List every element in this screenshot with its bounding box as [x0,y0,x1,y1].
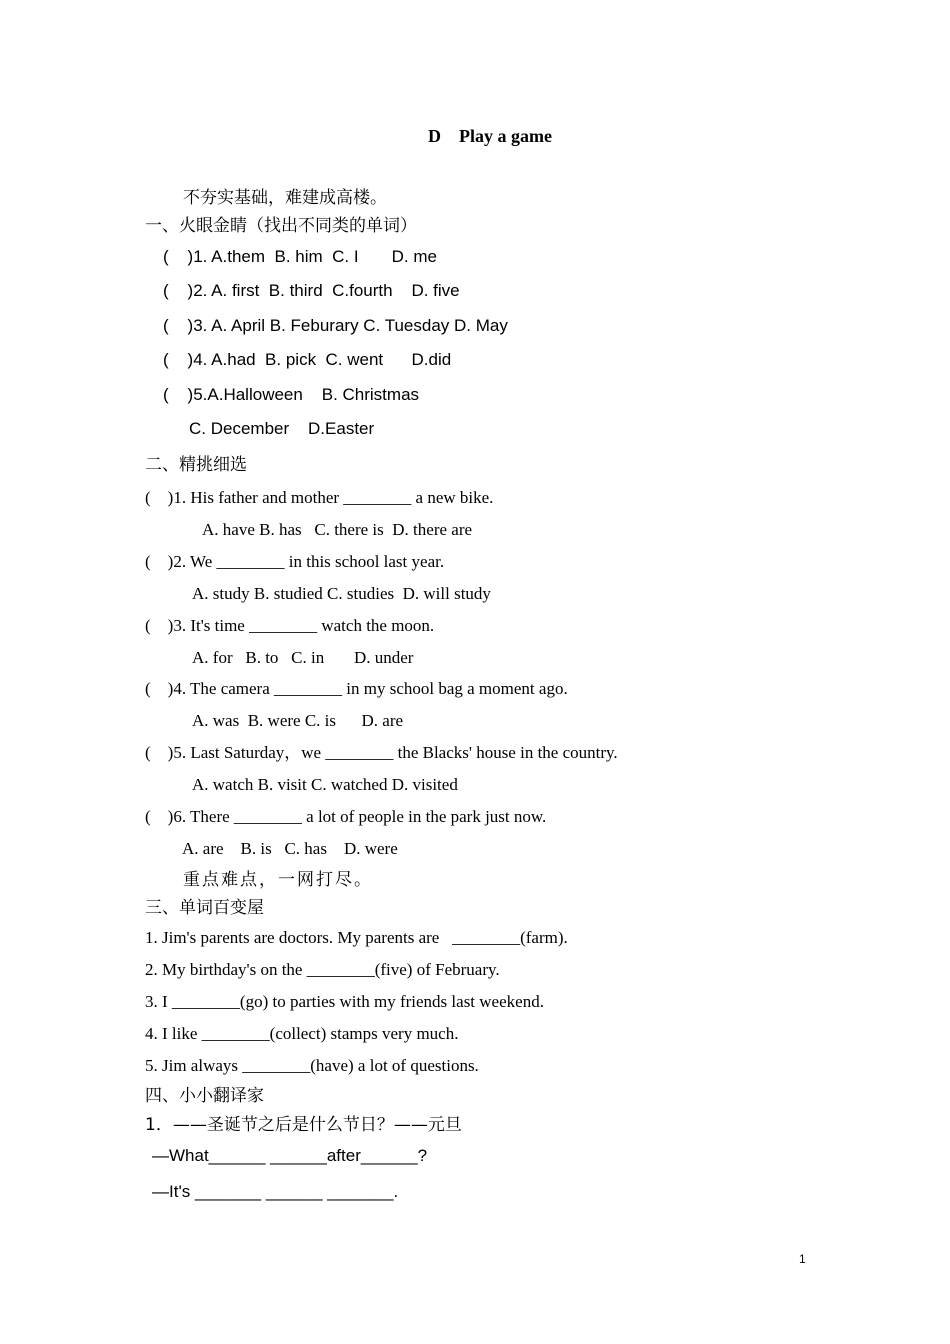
s2-question-2: ( )2. We ________ in this school last year. [145,552,445,571]
s3-item-1: 1. Jim's parents are doctors. My parents are ________(farm). [145,928,568,947]
s4-question-1: 1．——圣诞节之后是什么节日？——元旦 [145,1115,462,1135]
s4-answer-line-1: —What______ ______after______? [152,1146,428,1165]
s2-question-3: ( )3. It's time ________ watch the moon. [145,616,435,635]
s2-question-1: ( )1. His father and mother ________ a new bike. [145,488,494,507]
s2-options-6: A. are B. is C. has D. were [182,839,398,858]
page-title: D Play a game [428,126,552,146]
s1-item-5: ( )5.A.Halloween B. Christmas [163,385,420,404]
page-number: 1 [799,1252,806,1266]
s1-item-3: ( )3. A. April B. Feburary C. Tuesday D. May [163,316,508,335]
s1-item-4: ( )4. A.had B. pick C. went D.did [163,350,452,369]
s2-options-1: A. have B. has C. there is D. there are [202,520,473,539]
section-4-heading: 四、小小翻译家 [145,1086,264,1106]
s3-item-4: 4. I like ________(collect) stamps very much. [145,1024,459,1043]
s2-question-6: ( )6. There ________ a lot of people in the park just now. [145,807,547,826]
s3-item-3: 3. I ________(go) to parties with my friends last weekend. [145,992,544,1011]
motto-text: 不夯实基础，难建成高楼。 [183,188,387,208]
section-1-heading: 一、火眼金睛（找出不同类的单词） [145,216,417,236]
s2-question-5: ( )5. Last Saturday，we ________ the Blacks' house in the country. [145,743,618,762]
motto-text-2: 重点难点，一网打尽。 [183,870,373,890]
s3-item-2: 2. My birthday's on the ________(five) of February. [145,960,500,979]
section-2-heading: 二、精挑细选 [145,455,247,475]
s1-item-2: ( )2. A. first B. third C.fourth D. five [163,281,460,300]
s2-options-4: A. was B. were C. is D. are [192,711,404,730]
s1-item-1: ( )1. A.them B. him C. I D. me [163,247,437,266]
s2-options-2: A. study B. studied C. studies D. will study [192,584,491,603]
s2-options-5: A. watch B. visit C. watched D. visited [192,775,458,794]
section-3-heading: 三、单词百变屋 [145,898,264,918]
s2-options-3: A. for B. to C. in D. under [192,648,414,667]
s1-item-5-options: C. December D.Easter [189,419,375,438]
s2-question-4: ( )4. The camera ________ in my school bag a moment ago. [145,679,568,698]
s3-item-5: 5. Jim always ________(have) a lot of questions. [145,1056,479,1075]
s4-answer-line-2: —It's _______ ______ _______. [152,1182,399,1201]
